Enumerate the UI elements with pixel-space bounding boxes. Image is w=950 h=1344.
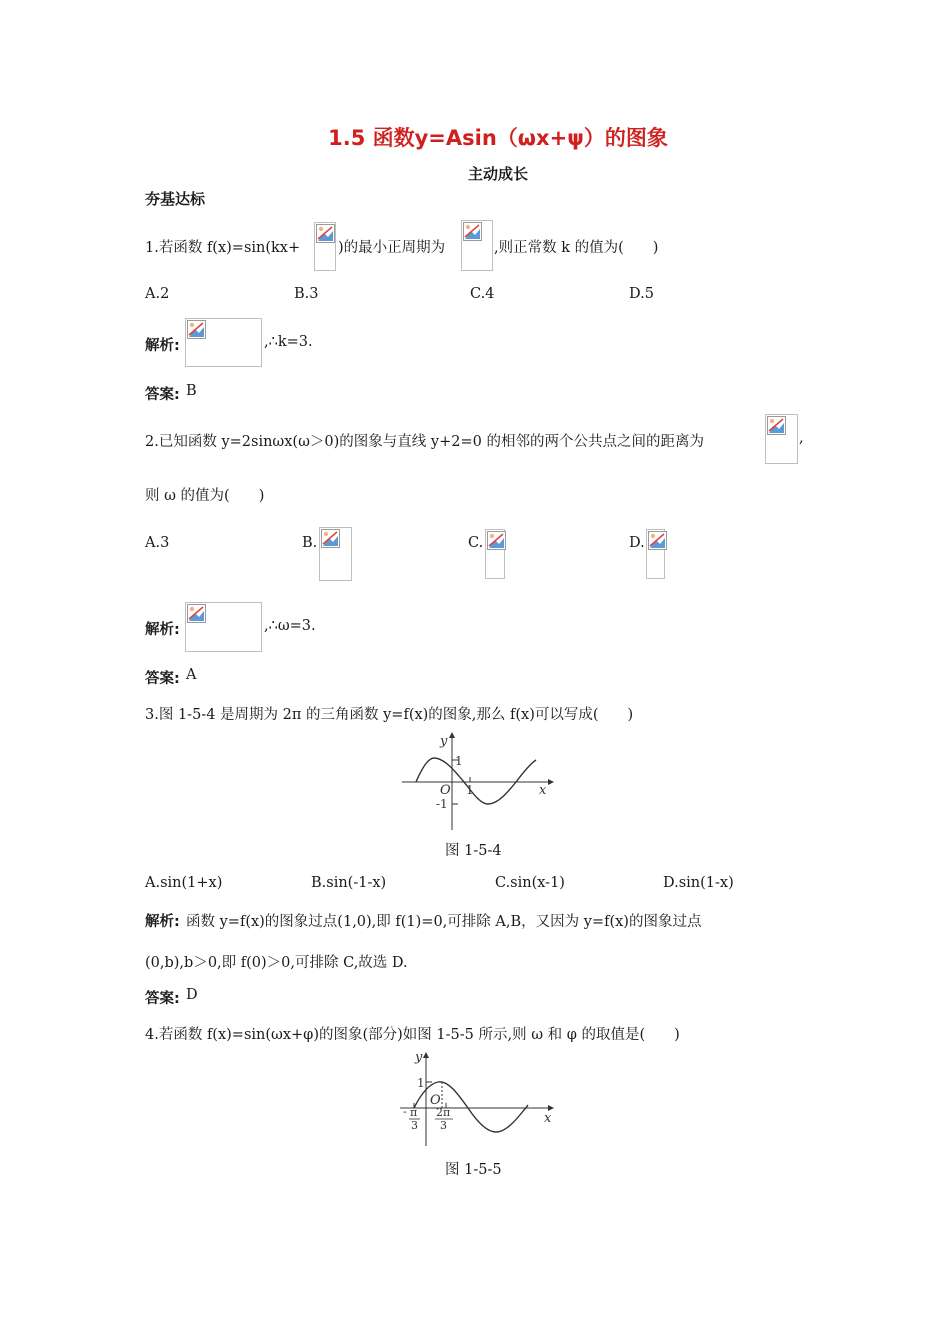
q4-neg-pi-num: π [410, 1106, 418, 1119]
q1-stem-part3: ,则正常数 k 的值为( ) [494, 240, 659, 256]
q1-analysis-text: ,∴k=3. [264, 334, 313, 350]
q3-option-a: A.sin(1+x) [145, 875, 223, 891]
q4-axis-y-label: y [415, 1050, 423, 1065]
broken-image-icon [648, 531, 667, 550]
q2-option-c: C. [468, 535, 484, 551]
q4-figure-caption: 图 1-5-5 [445, 1162, 502, 1178]
q3-option-b: B.sin(-1-x) [311, 875, 387, 891]
page-subtitle: 主动成长 [467, 165, 528, 183]
q3-analysis-line2: (0,b),b＞0,即 f(0)＞0,可排除 C,故选 D. [145, 955, 408, 971]
q4-neg-sign: - [403, 1105, 407, 1118]
page-title: 1.5 函数y=Asin（ωx+ψ）的图象 [328, 126, 668, 150]
q1-option-c: C.4 [470, 286, 495, 302]
q2-formula-image [765, 414, 798, 464]
q2-option-d: D. [629, 535, 645, 551]
q1-formula-image-1 [314, 222, 336, 271]
q3-answer-label: 答案: [145, 991, 180, 1007]
q4-axis-x-label: x [544, 1111, 552, 1126]
q1-analysis-image [185, 318, 262, 367]
q2-option-b: B. [302, 535, 318, 551]
broken-image-icon [321, 529, 340, 548]
broken-image-icon [187, 320, 206, 339]
q1-option-d: D.5 [629, 286, 654, 302]
q4-sine-graph [398, 1048, 558, 1148]
broken-image-icon [767, 416, 786, 435]
q3-stem: 3.图 1-5-4 是周期为 2π 的三角函数 y=f(x)的图象,那么 f(x)可以写成( ) [145, 707, 634, 723]
broken-image-icon [463, 222, 482, 241]
q3-option-c: C.sin(x-1) [495, 875, 565, 891]
q4-stem: 4.若函数 f(x)=sin(ωx+φ)的图象(部分)如图 1-5-5 所示,则 ω 和 φ 的取值是( ) [145, 1027, 680, 1043]
q4-two-pi-num: 2π [436, 1106, 451, 1119]
q2-answer-label: 答案: [145, 671, 180, 687]
section-heading: 夯基达标 [145, 190, 206, 208]
q1-formula-image-2 [461, 220, 493, 271]
q2-analysis-text: ,∴ω=3. [264, 618, 316, 634]
broken-image-icon [487, 531, 506, 550]
q2-option-b-image [319, 527, 352, 581]
q3-option-d: D.sin(1-x) [663, 875, 734, 891]
broken-image-icon [187, 604, 206, 623]
q4-origin-label: O [430, 1093, 441, 1108]
q3-analysis-line1: 函数 y=f(x)的图象过点(1,0),即 f(1)=0,可排除 A,B，又因为 y=f(x)的图象过点 [186, 914, 702, 930]
q4-tick-y-1: 1 [417, 1076, 425, 1090]
q3-tick-x-1: 1 [466, 783, 474, 797]
q3-sine-graph [398, 730, 554, 834]
q2-stem-line2: 则 ω 的值为( ) [145, 488, 265, 504]
q2-analysis-image [185, 602, 262, 652]
q2-option-d-image [646, 529, 665, 579]
q2-analysis-label: 解析: [145, 622, 180, 638]
q4-neg-pi-den: 3 [411, 1119, 418, 1132]
q3-origin-label: O [440, 783, 451, 798]
q1-stem-part2: )的最小正周期为 [338, 240, 446, 256]
q3-answer: D [186, 987, 198, 1003]
q3-tick-y-1: 1 [455, 754, 463, 768]
q2-stem-part1: 2.已知函数 y=2sinωx(ω＞0)的图象与直线 y+2=0 的相邻的两个公共点之间的距离为 [145, 434, 704, 450]
broken-image-icon [316, 224, 335, 243]
q3-analysis-label: 解析: [145, 914, 180, 930]
q1-option-a: A.2 [145, 286, 170, 302]
q2-option-c-image [485, 529, 505, 579]
q1-stem-part1: 1.若函数 f(x)=sin(kx+ [145, 240, 301, 256]
q2-option-a: A.3 [145, 535, 170, 551]
q4-two-pi-den: 3 [440, 1119, 447, 1132]
q1-answer: B [186, 383, 197, 399]
q1-analysis-label: 解析: [145, 338, 180, 354]
q3-axis-y-label: y [440, 734, 448, 749]
q2-stem-part2: , [799, 430, 804, 446]
q2-answer: A [186, 667, 197, 683]
q3-figure-caption: 图 1-5-4 [445, 843, 502, 859]
q3-tick-y-neg1: -1 [436, 797, 448, 811]
q1-answer-label: 答案: [145, 387, 180, 403]
q3-axis-x-label: x [539, 783, 547, 798]
q1-option-b: B.3 [294, 286, 319, 302]
